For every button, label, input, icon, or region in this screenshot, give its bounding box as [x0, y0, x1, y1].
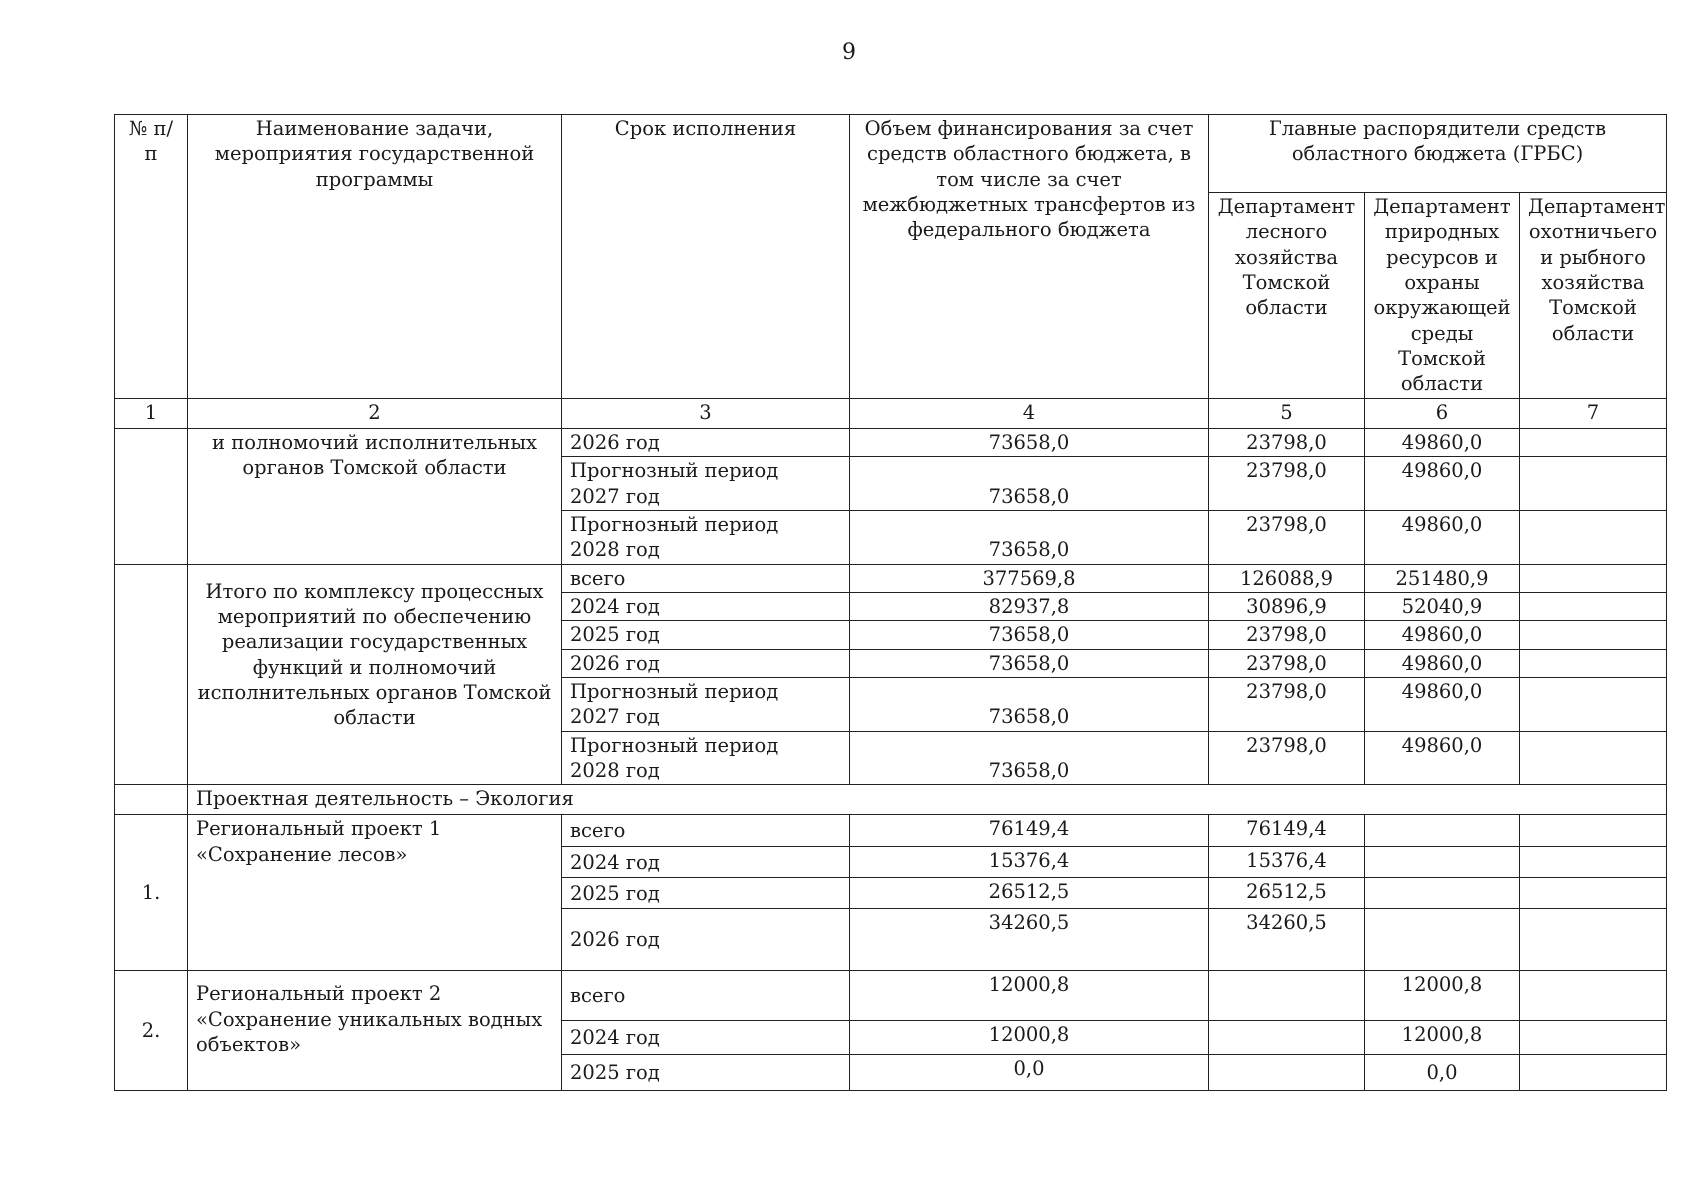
term-line: 2027 год	[570, 484, 660, 508]
hunting-value	[1520, 678, 1667, 732]
hunting-value	[1520, 1055, 1667, 1091]
term-cell: 2024 год	[562, 1021, 850, 1055]
forest-value	[1209, 1055, 1365, 1091]
hunting-value	[1520, 1021, 1667, 1055]
header-nature-dept: Департамент природных ресурсов и охраны окружающей среды Томской области	[1365, 193, 1520, 399]
total-value: 0,0	[850, 1055, 1209, 1091]
term-cell: 2025 год	[562, 621, 850, 649]
forest-value: 23798,0	[1209, 429, 1365, 457]
total-value: 73658,0	[850, 649, 1209, 677]
nature-value: 49860,0	[1365, 731, 1520, 785]
nature-value	[1365, 909, 1520, 971]
total-value: 73658,0	[850, 457, 1209, 511]
column-number: 4	[850, 399, 1209, 429]
hunting-value	[1520, 815, 1667, 847]
hunting-value	[1520, 564, 1667, 592]
total-value: 82937,8	[850, 593, 1209, 621]
hunting-value	[1520, 621, 1667, 649]
forest-value: 15376,4	[1209, 847, 1365, 878]
hunting-value	[1520, 909, 1667, 971]
forest-value: 76149,4	[1209, 815, 1365, 847]
section-title: Проектная деятельность – Экология	[188, 785, 1667, 815]
nature-value: 49860,0	[1365, 649, 1520, 677]
hunting-value	[1520, 429, 1667, 457]
total-value: 73658,0	[850, 731, 1209, 785]
term-cell: 2025 год	[562, 1055, 850, 1091]
row-number	[115, 564, 188, 785]
total-value: 73658,0	[850, 429, 1209, 457]
row-number	[115, 429, 188, 565]
hunting-value	[1520, 457, 1667, 511]
header-hunting-dept: Департамент охотничьего и рыбного хозяйства Томской области	[1520, 193, 1667, 399]
forest-value: 23798,0	[1209, 457, 1365, 511]
term-line: Прогнозный период	[570, 513, 779, 537]
term-cell	[562, 678, 850, 732]
hunting-value	[1520, 847, 1667, 878]
total-value: 73658,0	[850, 511, 1209, 565]
term-cell: всего	[562, 564, 850, 592]
header-forest-dept: Департамент лесного хозяйства Томской области	[1209, 193, 1365, 399]
forest-value: 23798,0	[1209, 731, 1365, 785]
total-value: 26512,5	[850, 878, 1209, 909]
term-cell: 2025 год	[562, 878, 850, 909]
column-number: 3	[562, 399, 850, 429]
hunting-value	[1520, 971, 1667, 1021]
header-grbs: Главные распорядители средств областного бюджета (ГРБС)	[1209, 115, 1667, 193]
table-row	[115, 971, 1667, 1021]
section-row	[115, 785, 1667, 815]
hunting-value	[1520, 649, 1667, 677]
term-line: 2028 год	[570, 759, 660, 783]
row-number	[115, 785, 188, 815]
nature-value: 49860,0	[1365, 429, 1520, 457]
nature-value	[1365, 815, 1520, 847]
nature-value: 49860,0	[1365, 678, 1520, 732]
nature-value: 52040,9	[1365, 593, 1520, 621]
table-row	[115, 564, 1667, 592]
term-cell: 2026 год	[562, 909, 850, 971]
nature-value: 12000,8	[1365, 971, 1520, 1021]
term-cell	[562, 731, 850, 785]
term-cell: всего	[562, 815, 850, 847]
table-row	[115, 429, 1667, 457]
table-row	[115, 815, 1667, 847]
hunting-value	[1520, 731, 1667, 785]
total-value: 73658,0	[850, 678, 1209, 732]
header-name: Наименование задачи, мероприятия государственной программы	[188, 115, 562, 399]
term-cell: всего	[562, 971, 850, 1021]
nature-value: 49860,0	[1365, 511, 1520, 565]
nature-value	[1365, 878, 1520, 909]
forest-value: 23798,0	[1209, 649, 1365, 677]
hunting-value	[1520, 878, 1667, 909]
forest-value: 26512,5	[1209, 878, 1365, 909]
nature-value	[1365, 847, 1520, 878]
column-number: 5	[1209, 399, 1365, 429]
row-number: 1.	[115, 815, 188, 971]
total-value: 73658,0	[850, 621, 1209, 649]
forest-value: 23798,0	[1209, 621, 1365, 649]
row-number: 2.	[115, 971, 188, 1091]
total-value: 377569,8	[850, 564, 1209, 592]
forest-value: 23798,0	[1209, 511, 1365, 565]
nature-value: 49860,0	[1365, 621, 1520, 649]
header-funding: Объем финансирования за счет средств областного бюджета, в том числе за счет межбюджетных трансфертов из федерального бюджета	[850, 115, 1209, 399]
budget-table	[114, 114, 1667, 1091]
term-line: 2028 год	[570, 538, 660, 562]
column-number: 2	[188, 399, 562, 429]
nature-value: 251480,9	[1365, 564, 1520, 592]
term-line: Прогнозный период	[570, 733, 779, 757]
nature-value: 0,0	[1365, 1055, 1520, 1091]
term-line: Прогнозный период	[570, 459, 779, 483]
term-cell: 2024 год	[562, 593, 850, 621]
task-name: Итого по комплексу процессных мероприятий по обеспечению реализации государственных функций и полномочий исполнительных органов Томской области	[188, 564, 562, 785]
project-name: Региональный проект 2 «Сохранение уникальных водных объектов»	[188, 971, 562, 1091]
project-name: Региональный проект 1 «Сохранение лесов»	[188, 815, 562, 971]
column-number: 1	[115, 399, 188, 429]
total-value: 12000,8	[850, 971, 1209, 1021]
hunting-value	[1520, 511, 1667, 565]
forest-value: 30896,9	[1209, 593, 1365, 621]
column-number: 7	[1520, 399, 1667, 429]
page-number: 9	[842, 40, 856, 65]
term-cell	[562, 511, 850, 565]
term-cell	[562, 457, 850, 511]
forest-value: 34260,5	[1209, 909, 1365, 971]
term-line: Прогнозный период	[570, 680, 779, 704]
nature-value: 12000,8	[1365, 1021, 1520, 1055]
term-cell: 2024 год	[562, 847, 850, 878]
forest-value: 126088,9	[1209, 564, 1365, 592]
header-number: № п/п	[115, 115, 188, 399]
column-number: 6	[1365, 399, 1520, 429]
forest-value: 23798,0	[1209, 678, 1365, 732]
term-line: 2027 год	[570, 705, 660, 729]
hunting-value	[1520, 593, 1667, 621]
forest-value	[1209, 971, 1365, 1021]
total-value: 12000,8	[850, 1021, 1209, 1055]
task-name: и полномочий исполнительных органов Томской области	[188, 429, 562, 565]
total-value: 15376,4	[850, 847, 1209, 878]
forest-value	[1209, 1021, 1365, 1055]
term-cell: 2026 год	[562, 429, 850, 457]
header-term: Срок исполнения	[562, 115, 850, 399]
term-cell: 2026 год	[562, 649, 850, 677]
nature-value: 49860,0	[1365, 457, 1520, 511]
total-value: 34260,5	[850, 909, 1209, 971]
column-numbers-row	[115, 399, 1667, 429]
total-value: 76149,4	[850, 815, 1209, 847]
